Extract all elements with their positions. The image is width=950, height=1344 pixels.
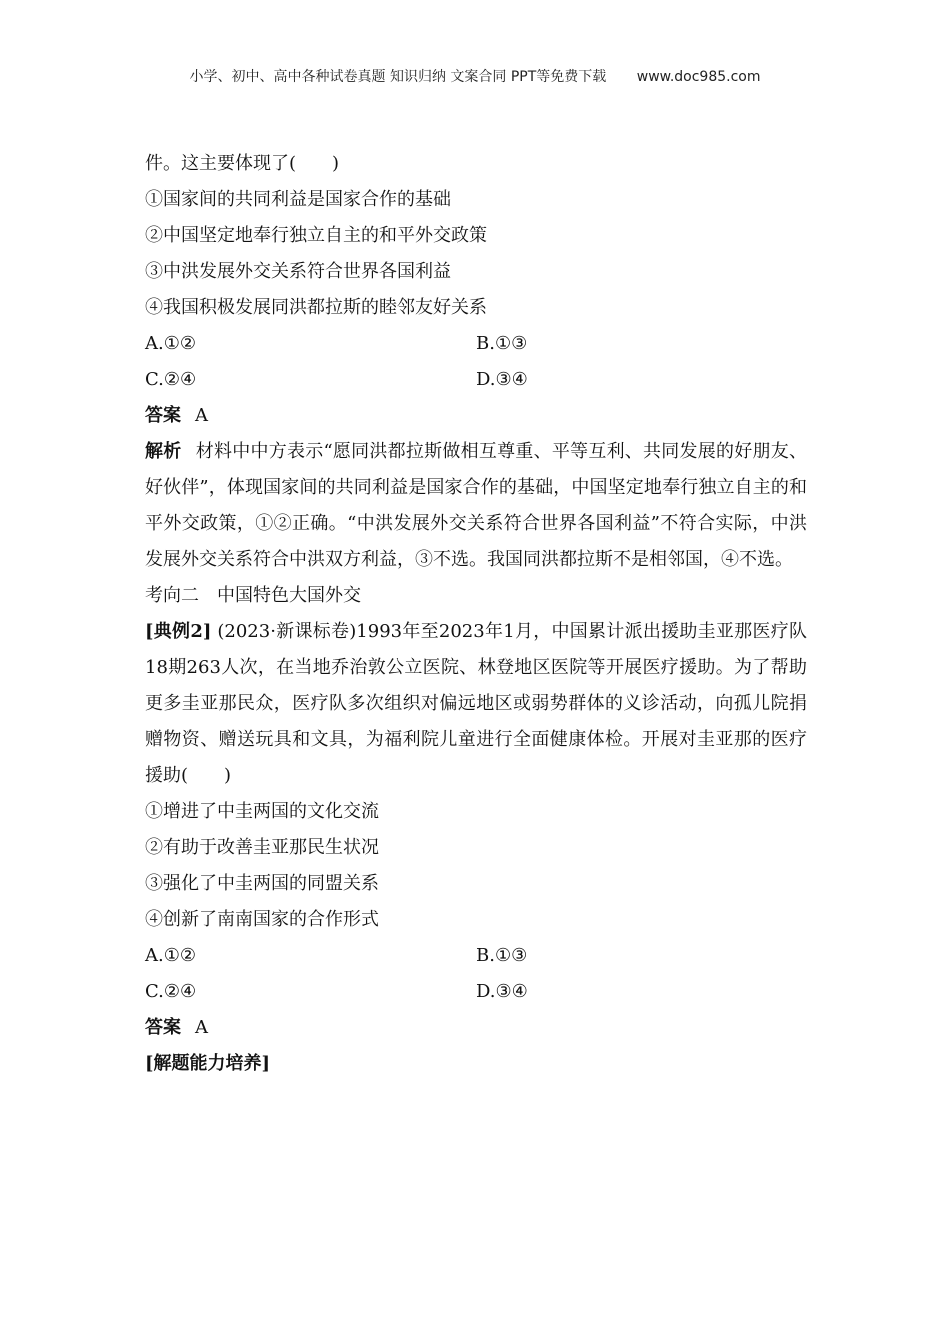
q2-stem-text: (2023·新课标卷)1993年至2023年1月，中国累计派出援助圭亚那医疗队18期263人次，在当地乔治敦公立医院、林登地区医院等开展医疗援助。为了帮助更多圭亚那民众，医疗队多次组织对偏远地区或弱势群体的义诊活动，向孤儿院捐赠物资、赠送玩具和文具，为福利院儿童进行全面健康体检。开展对圭亚那的医疗援助( ) [145, 621, 807, 786]
q2-answer-label: 答案 [145, 1017, 181, 1038]
q2-options-row-1 [145, 938, 807, 974]
q2-item-4: ④创新了南南国家的合作形式 [145, 909, 379, 930]
q1-item-3: ③中洪发展外交关系符合世界各国利益 [145, 261, 451, 282]
q2-answer [145, 1010, 807, 1046]
q1-analysis-label: 解析 [145, 441, 182, 462]
q2-item-1: ①增进了中圭两国的文化交流 [145, 801, 379, 822]
q2-stem [145, 614, 807, 794]
page-header [0, 66, 950, 86]
document-body [145, 146, 807, 1082]
q2-option-a: A.①② [145, 945, 196, 966]
q2-option-c: C.②④ [145, 981, 197, 1002]
q1-option-a: A.①② [145, 333, 196, 354]
q2-options-row-2 [145, 974, 807, 1010]
section-footer-label: [解题能力培养] [145, 1053, 271, 1074]
header-text: 小学、初中、高中各种试卷真题 知识归纳 文案合同 PPT等免费下载 [189, 69, 607, 85]
q2-label: [典例2] [145, 621, 212, 642]
q1-option-d: D.③④ [476, 369, 528, 390]
q2-option-d: D.③④ [476, 981, 528, 1002]
q1-answer [145, 398, 807, 434]
q1-options-row-1 [145, 326, 807, 362]
q1-answer-label: 答案 [145, 405, 181, 426]
q1-item-1: ①国家间的共同利益是国家合作的基础 [145, 189, 451, 210]
section-heading: 考向二 中国特色大国外交 [145, 585, 361, 606]
q1-stem-tail: 件。这主要体现了( ) [145, 153, 340, 174]
q1-analysis [145, 434, 807, 578]
q2-option-b: B.①③ [476, 945, 528, 966]
header-site: www.doc985.com [636, 69, 761, 85]
q2-item-2: ②有助于改善圭亚那民生状况 [145, 837, 379, 858]
q2-answer-value: A [195, 1017, 208, 1038]
q1-analysis-text: 材料中中方表示“愿同洪都拉斯做相互尊重、平等互利、共同发展的好朋友、好伙伴”，体现国家间的共同利益是国家合作的基础，中国坚定地奉行独立自主的和平外交政策，①②正确。“中洪发展外交关系符合世界各国利益”不符合实际，中洪发展外交关系符合中洪双方利益，③不选。我国同洪都拉斯不是相邻国，④不选。 [145, 441, 808, 570]
q1-item-4: ④我国积极发展同洪都拉斯的睦邻友好关系 [145, 297, 487, 318]
q1-answer-value: A [195, 405, 208, 426]
q2-item-3: ③强化了中圭两国的同盟关系 [145, 873, 379, 894]
q1-item-2: ②中国坚定地奉行独立自主的和平外交政策 [145, 225, 487, 246]
q1-options-row-2 [145, 362, 807, 398]
q1-option-c: C.②④ [145, 369, 197, 390]
q1-option-b: B.①③ [476, 333, 528, 354]
